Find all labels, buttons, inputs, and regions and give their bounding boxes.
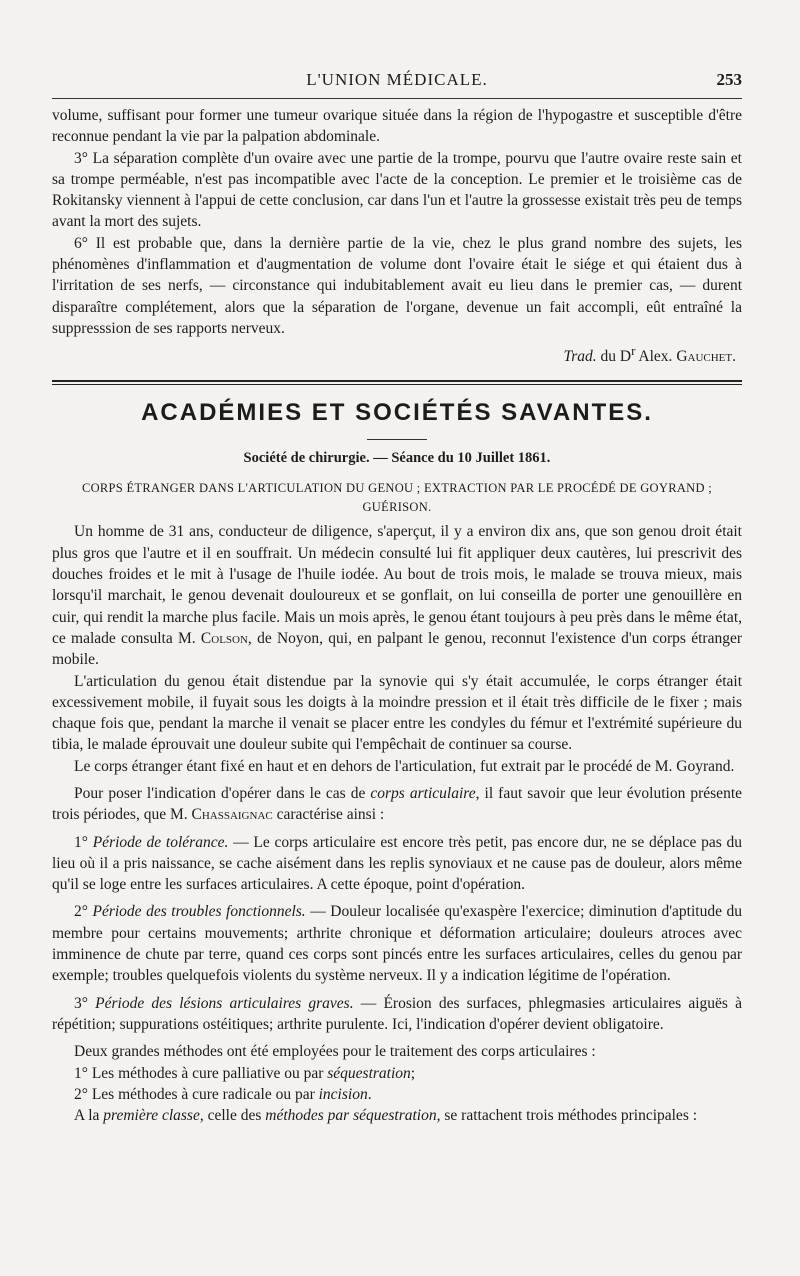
signature-prefix: Trad. (563, 348, 597, 366)
period-number: 3° (74, 994, 96, 1012)
case-title: CORPS ÉTRANGER DANS L'ARTICULATION DU GENOU ; EXTRACTION PAR LE PROCÉDÉ DE GOYRAND ; GUÉRISON. (81, 481, 713, 515)
section-divider (52, 380, 742, 385)
page-number: 253 (716, 70, 742, 89)
signature-middle: du D (596, 348, 632, 366)
paragraph-conclusion-3: 3° La séparation complète d'un ovaire avec une partie de la trompe, pourvu que l'autre ovaire reste sain et sa trompe perméable, n'est pas incompatible avec l'acte de la conception. Le premier et le troisième cas de Rokitansky viennent à l'appui de cette conclusion, car dans l'un et l'autre la grossesse existait très peu de temps avant la mort des sujets. (52, 149, 742, 231)
signature-name-start: Alex. (635, 348, 677, 366)
case-text: Un homme de 31 ans, conducteur de diligence, s'aperçut, il y a environ dix ans, que son genou droit était plus gros que l'autre et il en souffrait. Un médecin consulté lui fit appliquer deux cautères, lui prescrivit des douches froides et le mit à l'usage de l'huile iodée. Au bout de trois mois, le malade se trouva mieux, mais lorsqu'il marchait, le genou devenait douloureux et se gonflait, on lui conseilla de porter une genouillère en cuir, qui rendit la marche plus facile. Mais un mois après, le genou étant toujours à peu près dans le même état, ce malade consulta M. (52, 523, 742, 647)
period-3 (52, 993, 742, 1036)
period-text: — Le corps articulaire est encore très petit, pas encore dur, ne se déplace pas du lieu où il a pris naissance, se cache aisément dans les replis synoviaux et ne cause pas de douleur, alors même qu'il se loge entre les surfaces articulaires. A cette époque, point d'opération. (52, 833, 743, 894)
punctuation: ; (410, 1064, 416, 1082)
signature-surname: Gauchet (676, 348, 733, 366)
translator-signature (52, 343, 736, 366)
period-name: Période des lésions articulaires graves. (95, 994, 354, 1012)
person-name: Chassaignac (191, 806, 273, 824)
running-header (52, 70, 742, 96)
case-paragraph-1 (52, 521, 742, 670)
closing-paragraph (52, 1105, 742, 1126)
method-text: 2° Les méthodes à cure radicale ou par (74, 1085, 319, 1103)
journal-title: L'UNION MÉDICALE. (306, 70, 488, 89)
methods-intro: Deux grandes méthodes ont été employées pour le traitement des corps articulaires : (74, 1043, 596, 1061)
case-paragraph-3: Le corps étranger étant fixé en haut et en dehors de l'articulation, fut extrait par le procédé de M. Goyrand. (74, 757, 735, 775)
indication-paragraph (52, 783, 742, 826)
punctuation: . (367, 1085, 372, 1103)
text: , celle des (199, 1107, 266, 1125)
section-title: ACADÉMIES ET SOCIÉTÉS SAVANTES. (141, 399, 653, 427)
period-1 (52, 832, 742, 896)
method-name: séquestration (327, 1064, 411, 1082)
title-rule (367, 439, 427, 440)
paragraph-conclusion-6: 6° Il est probable que, dans la dernière partie de la vie, chez le plus grand nombre des sujets, les phénomènes d'inflammation et d'augmentation de volume dont l'ovaire était le siége et qui étaient dus à l'irritation de ses nerfs, — circonstance qui indubitablement avait eu lieu dans le premier cas, — durent disparaître complétement, alors que la séparation de l'organe, devenue un fait accompli, eût entraîné la suppresssion de ses rapports nerveux. (52, 234, 742, 337)
emphasis: première classe (103, 1107, 200, 1125)
header-rule (52, 98, 742, 99)
period-name: Période des troubles fonctionnels. (92, 903, 306, 921)
period-name: Période de tolérance. (92, 833, 229, 851)
method-2 (52, 1084, 742, 1105)
person-name: Colson (200, 629, 248, 647)
period-text: — Érosion des surfaces, phlegmasies articulaires aiguës à répétition; suppurations ostéitiques; arthrite purulente. Ici, l'indication d'opérer devient obligatoire. (52, 994, 742, 1033)
text: , se rattachent trois méthodes principales : (436, 1107, 698, 1125)
text: A la (74, 1107, 104, 1125)
text: caractérise ainsi : (272, 806, 385, 824)
method-name: incision (318, 1085, 368, 1103)
case-paragraph-2: L'articulation du genou était distendue par la synovie qui s'y était accumulée, le corps étranger était excessivement mobile, il fuyait sous les doigts à la moindre pression et il était très difficile de le fixer ; mais chaque fois que, pendant la marche il venait se placer entre les condyles du fémur et l'extrémité supérieure du tibia, le malade éprouvait une douleur subite qui l'empêchait de continuer sa course. (52, 672, 742, 754)
method-text: 1° Les méthodes à cure palliative ou par (74, 1064, 328, 1082)
period-text: — Douleur localisée qu'exaspère l'exercice; diminution d'aptitude du membre pour certains mouvements; arthrite chronique et déformation articulaire; douleurs atroces avec imminence de chute par terre, quand ces corps sont pincés entre les surfaces articulaires, celles du genou par exemple; troubles quelquefois violents du système nerveux. Il y a indication légitime de l'opération. (52, 903, 742, 985)
period-number: 2° (74, 903, 93, 921)
society-line: Société de chirurgie. — Séance du 10 Juillet 1861. (243, 450, 551, 467)
method-1 (52, 1063, 742, 1084)
text: , il faut savoir que leur évolution présente trois périodes, que M. (52, 784, 742, 824)
period-2 (52, 901, 742, 986)
emphasis: corps articulaire (370, 784, 476, 802)
signature-end: . (732, 348, 736, 366)
case-text: , de Noyon, qui, en palpant le genou, reconnut l'existence d'un corps étranger mobile. (52, 629, 742, 669)
paragraph-continued: volume, suffisant pour former une tumeur ovarique située dans la région de l'hypogastre et susceptible d'être reconnue pendant la vie par la palpation abdominale. (52, 107, 742, 146)
text: Pour poser l'indication d'opérer dans le cas de (74, 784, 371, 802)
signature-sup: r (631, 343, 636, 359)
period-number: 1° (74, 833, 93, 851)
emphasis: méthodes par séquestration (265, 1107, 437, 1125)
